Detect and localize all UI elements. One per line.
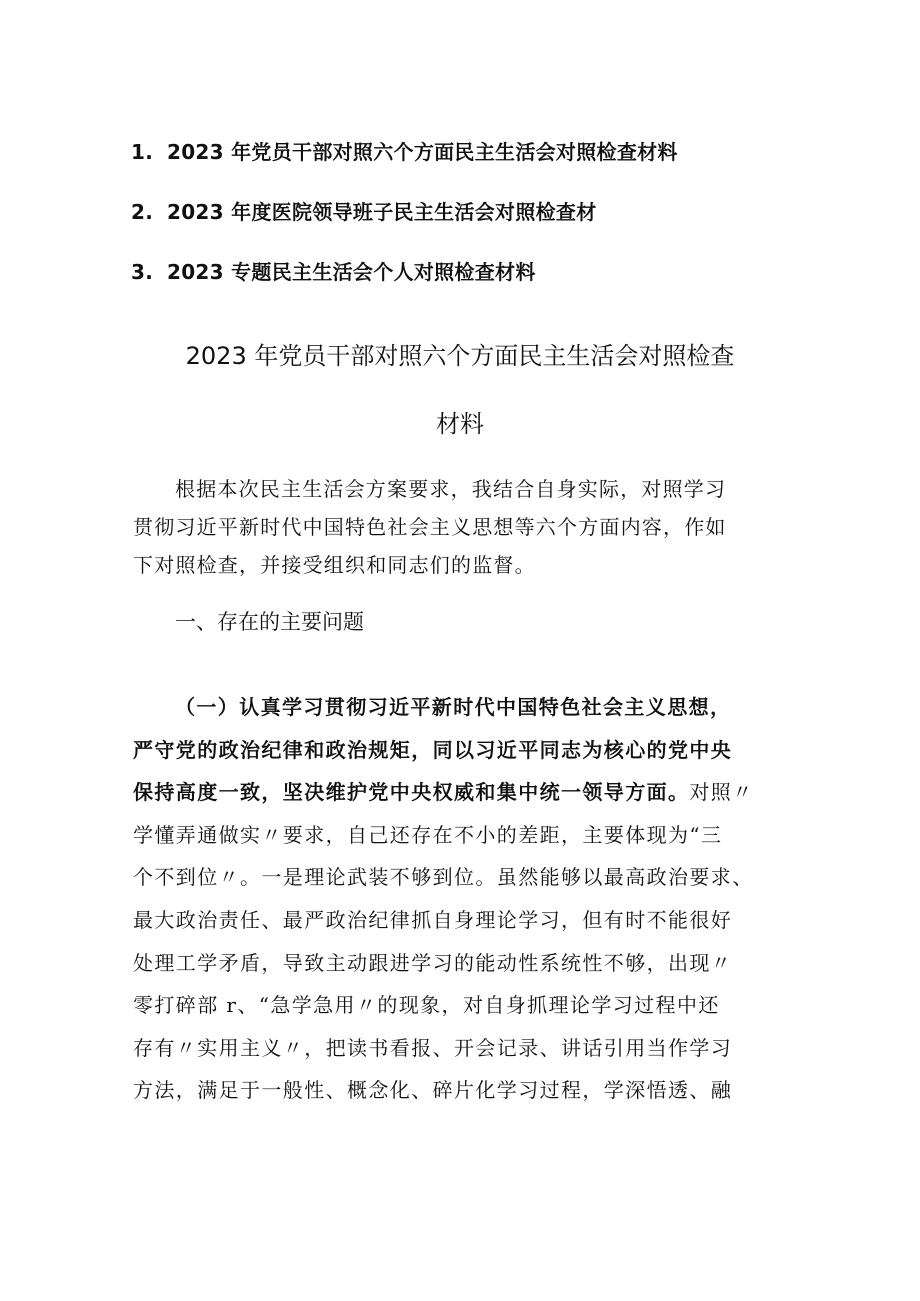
intro-line: 根据本次民主生活会方案要求，我结合自身实际，对照学习 <box>175 477 727 501</box>
toc-item-text: 2023 专题民主生活会个人对照检查材料 <box>167 260 536 284</box>
body-line: 存有〃实用主义〃，把读书看报、开会记录、讲话引用当作学习 <box>133 1035 733 1060</box>
body-line: 方法，满足于一般性、概念化、碎片化学习过程，学深悟透、融 <box>133 1078 733 1103</box>
body-line: 最大政治责任、最严政治纪律抓自身理论学习，但有时不能很好 <box>133 907 733 932</box>
intro-line: 贯彻习近平新时代中国特色社会主义思想等六个方面内容，作如 <box>133 515 727 539</box>
document-title-line-2: 材料 <box>436 410 484 438</box>
toc-item-1[interactable] <box>131 132 851 192</box>
section-heading: 一、存在的主要问题 <box>175 610 364 634</box>
toc-item-3[interactable] <box>131 252 851 312</box>
toc-item-number: 3. <box>131 260 154 284</box>
body-line: 学懂弄通做实〃要求，自己还存在不小的差距，主要体现为“三 <box>133 822 723 847</box>
body-paragraph <box>133 686 793 1112</box>
toc-item-2[interactable] <box>131 192 851 252</box>
bold-lead-text: 保持高度一致，坚决维护党中央权威和集中统一领导方面。 <box>133 780 690 805</box>
body-line: 零打碎部 r、“急学急用〃的现象，对自身抓理论学习过程中还 <box>133 993 720 1018</box>
table-of-contents <box>131 132 851 312</box>
document-title-line-1: 2023 年党员干部对照六个方面民主生活会对照检查 <box>185 342 735 370</box>
toc-item-number: 1. <box>131 140 154 164</box>
body-line: 处理工学矛盾，导致主动跟进学习的能动性系统性不够，出现〃 <box>133 950 733 975</box>
body-line: 严守党的政治纪律和政治规矩，同以习近平同志为核心的党中央 <box>133 737 733 762</box>
bold-lead-text: （一）认真学习贯彻习近平新时代中国特色社会主义思想， <box>175 695 732 719</box>
body-line: 个不到位〃。一是理论武装不够到位。虽然能够以最高政治要求、 <box>133 865 754 890</box>
body-line <box>133 686 793 729</box>
toc-item-text: 2023 年党员干部对照六个方面民主生活会对照检查材料 <box>167 140 678 164</box>
intro-paragraph <box>133 470 793 584</box>
intro-line: 下对照检查，并接受组织和同志们的监督。 <box>133 553 536 577</box>
body-line: 保持高度一致，坚决维护党中央权威和集中统一领导方面。对照〃 <box>133 780 754 805</box>
toc-item-text: 2023 年度医院领导班子民主生活会对照检查材 <box>167 200 597 224</box>
toc-item-number: 2. <box>131 200 154 224</box>
